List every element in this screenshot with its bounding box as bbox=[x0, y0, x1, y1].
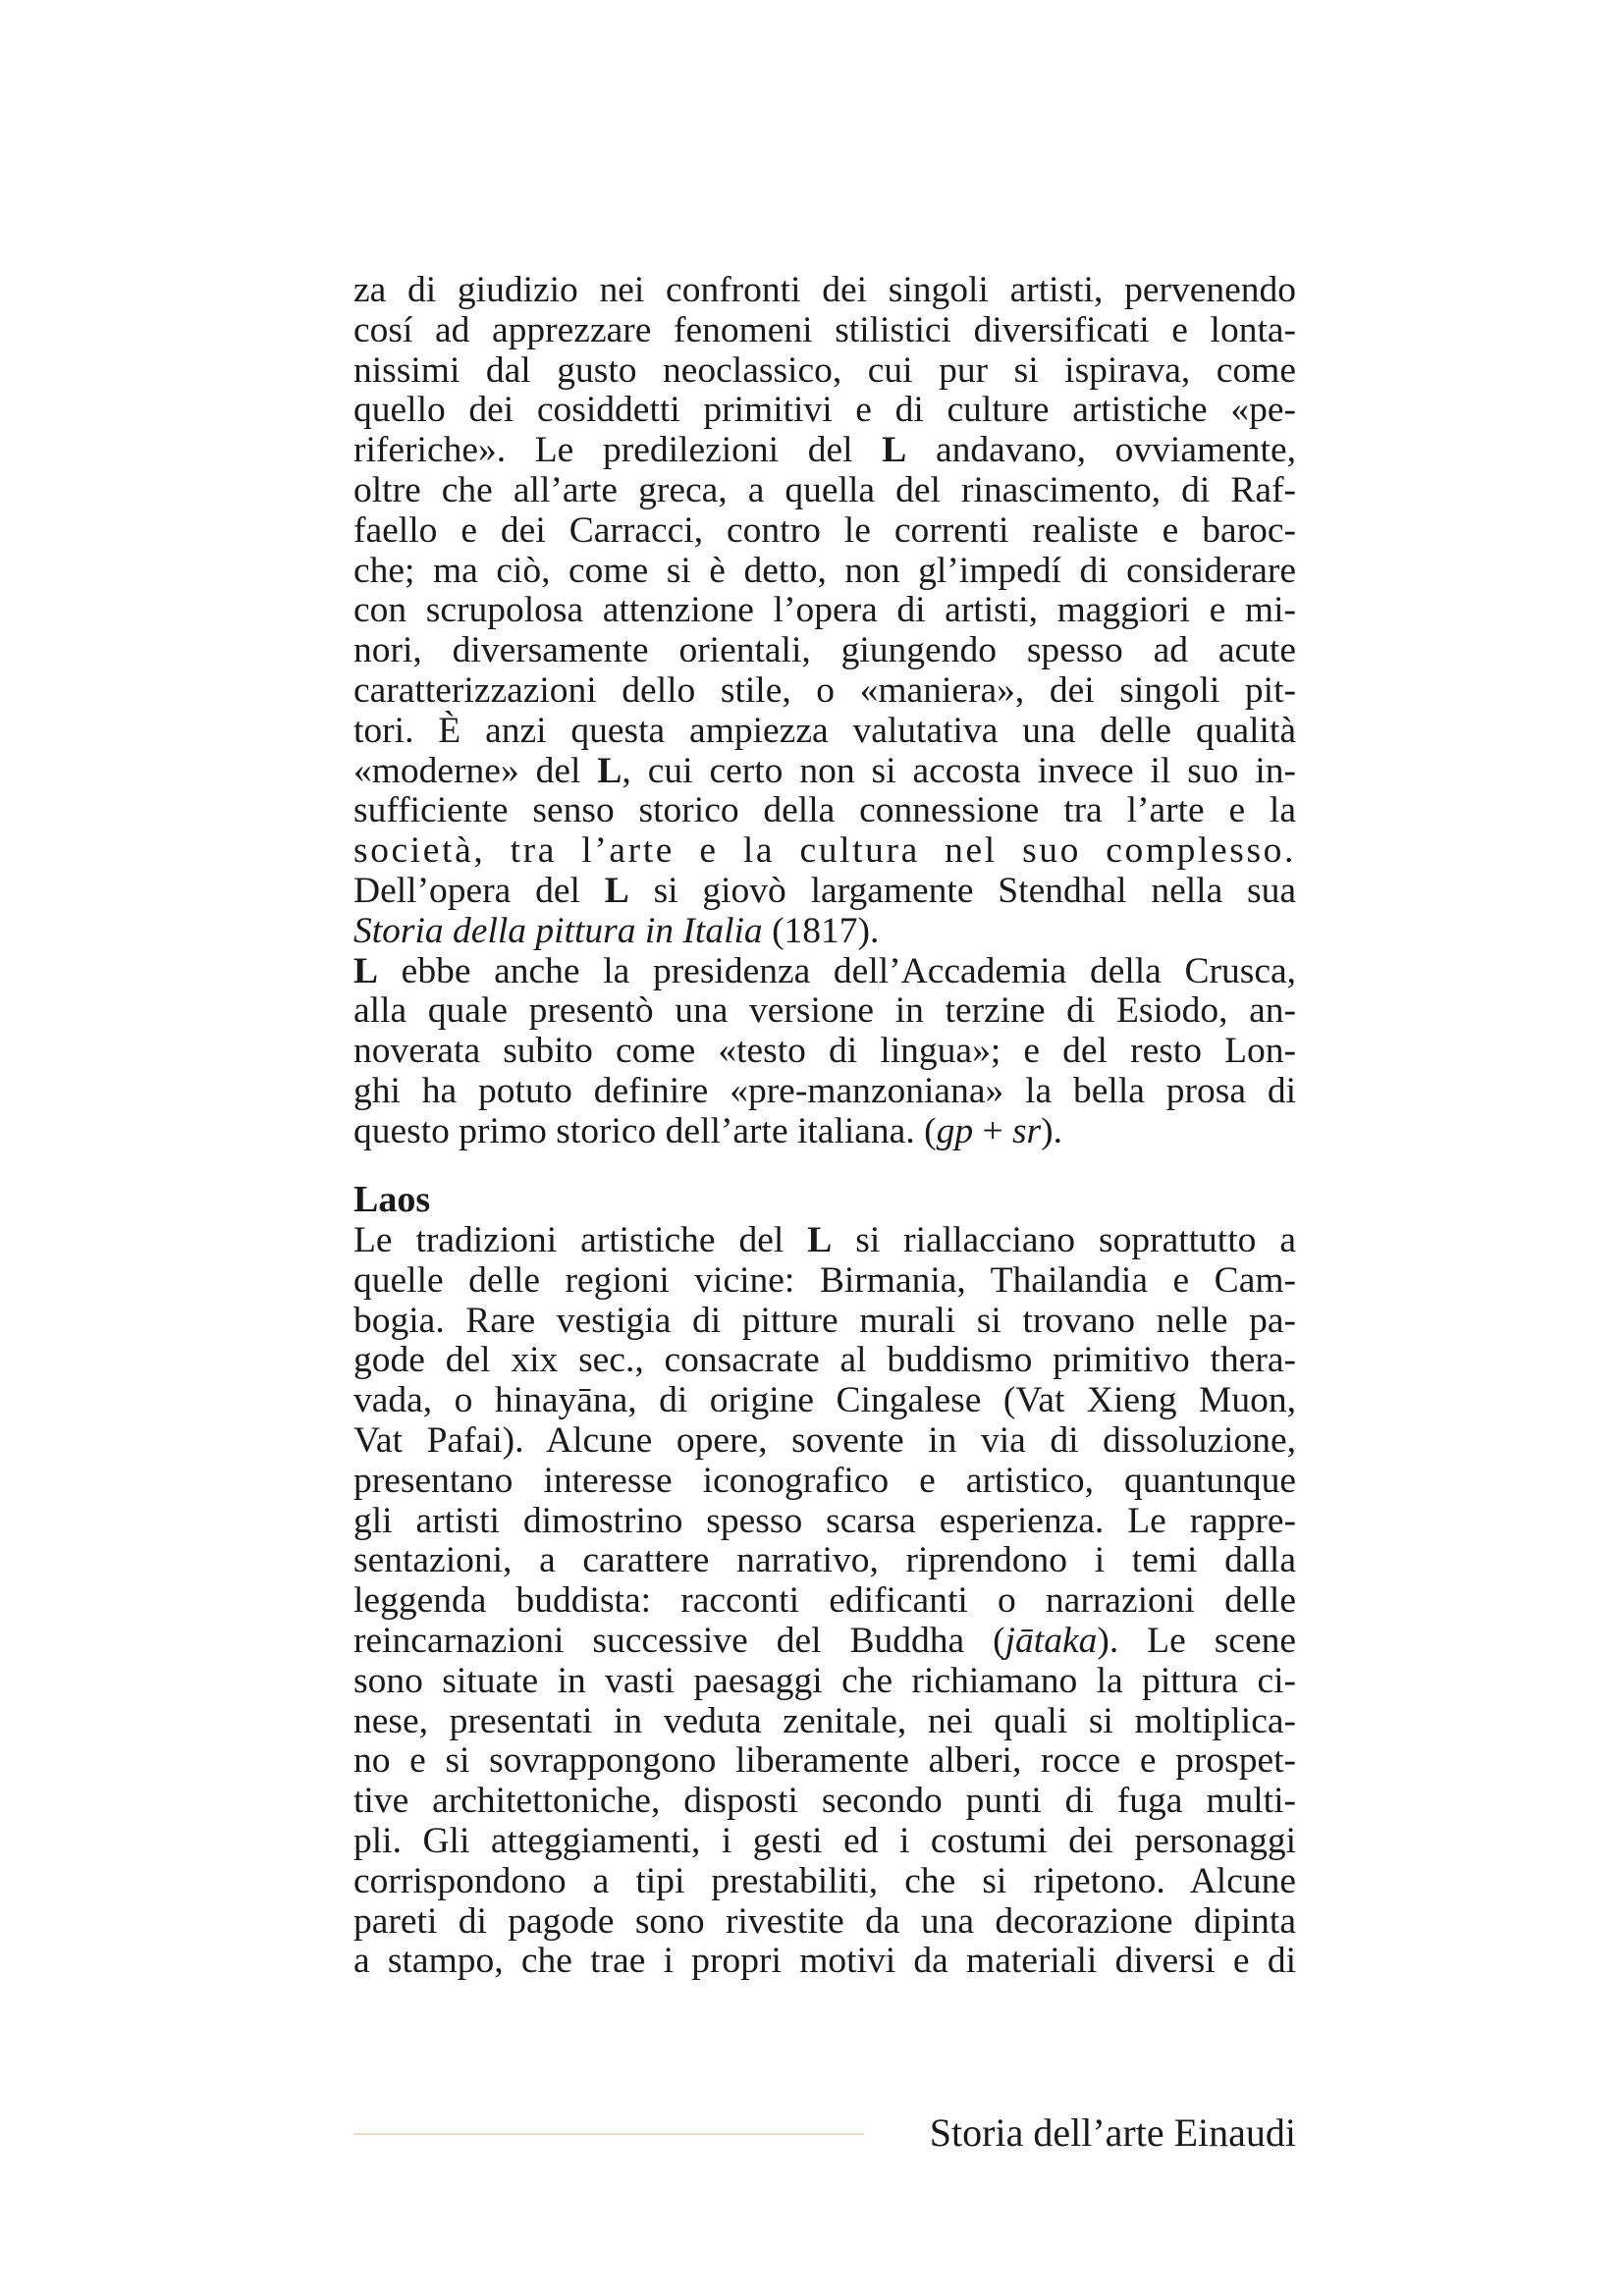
text-run: caratterizzazioni dello stile, o «maniera», dei singoli pit- bbox=[353, 669, 1296, 711]
footer-rule bbox=[353, 2133, 864, 2135]
text-line bbox=[353, 1862, 1296, 1902]
text-run: Le tradizioni artistiche del bbox=[353, 1220, 808, 1260]
text-run: si riallacciano soprattutto a bbox=[832, 1220, 1296, 1260]
text-run: pareti di pagode sono rivestite da una decorazione dipinta bbox=[353, 1900, 1296, 1942]
text-line bbox=[353, 952, 1296, 992]
text-line bbox=[353, 831, 1296, 872]
text-run: reincarnazioni successive del Buddha ( bbox=[353, 1620, 1005, 1661]
bold-abbreviation: L bbox=[597, 750, 622, 791]
text-line bbox=[353, 1112, 1296, 1152]
text-run: tive architettoniche, disposti secondo punti di fuga multi- bbox=[353, 1781, 1296, 1822]
text-line bbox=[353, 351, 1296, 392]
text-line bbox=[353, 1421, 1296, 1462]
text-run: si giovò largamente Stendhal nella sua bbox=[628, 870, 1297, 911]
text-line bbox=[353, 712, 1296, 752]
text-run: vada, o hinayāna, di origine Cingalese (Vat Xieng Muon, bbox=[353, 1380, 1296, 1421]
text-line bbox=[353, 271, 1296, 311]
text-line bbox=[353, 552, 1296, 592]
body-text-laos bbox=[353, 1221, 1296, 1982]
bold-abbreviation: L bbox=[604, 870, 629, 911]
bold-abbreviation: L bbox=[807, 1220, 833, 1260]
text-line bbox=[353, 1072, 1296, 1112]
text-line bbox=[353, 311, 1296, 351]
text-run: + bbox=[973, 1110, 1012, 1151]
italic-text: jātaka bbox=[1004, 1620, 1098, 1661]
text-run: sono situate in vasti paesaggi che richiamano la pittura ci- bbox=[353, 1660, 1296, 1701]
text-line bbox=[353, 791, 1296, 831]
text-run: ghi ha potuto definire «pre-manzoniana» la bella prosa di bbox=[353, 1070, 1296, 1111]
text-run: sufficiente senso storico della connessione tra l’arte e la bbox=[353, 790, 1296, 831]
text-run: tori. È anzi questa ampiezza valutativa una delle qualità bbox=[353, 710, 1296, 751]
text-line bbox=[353, 1702, 1296, 1742]
text-line bbox=[353, 1261, 1296, 1302]
text-run: Vat Pafai). Alcune opere, sovente in via di dissoluzione, bbox=[353, 1419, 1296, 1461]
text-line bbox=[353, 912, 1296, 952]
text-run: gode del xix sec., consacrate al buddismo primitivo thera- bbox=[353, 1340, 1296, 1381]
text-run: andavano, ovviamente, bbox=[906, 430, 1296, 471]
footer-publication-title: Storia dell’arte Einaudi bbox=[929, 2110, 1296, 2155]
text-line bbox=[353, 391, 1296, 431]
text-run: za di giudizio nei confronti dei singoli artisti, pervenendo bbox=[353, 270, 1296, 310]
italic-text: Storia della pittura in Italia bbox=[353, 910, 763, 951]
italic-text: sr bbox=[1011, 1110, 1042, 1151]
text-line bbox=[353, 1032, 1296, 1072]
text-run: gli artisti dimostrino spesso scarsa esperienza. Le rappre- bbox=[353, 1500, 1296, 1541]
text-line bbox=[353, 1381, 1296, 1421]
text-line bbox=[353, 671, 1296, 712]
italic-text: gp bbox=[936, 1110, 974, 1151]
text-line bbox=[353, 1662, 1296, 1702]
text-run: noverata subito come «testo di lingua»; e del resto Lon- bbox=[353, 1031, 1296, 1072]
text-run: faello e dei Carracci, contro le correnti realiste e baroc- bbox=[353, 509, 1296, 551]
text-run: sentazioni, a carattere narrativo, riprendono i temi dalla bbox=[353, 1540, 1296, 1581]
text-run: ebbe anche la presidenza dell’Accademia della Crusca, bbox=[378, 950, 1296, 991]
text-run: bogia. Rare vestigia di pitture murali si trovano nelle pa- bbox=[353, 1300, 1296, 1341]
text-line bbox=[353, 1942, 1296, 1982]
bold-abbreviation: L bbox=[353, 950, 379, 991]
text-run: ). bbox=[1041, 1110, 1063, 1151]
text-line bbox=[353, 1221, 1296, 1261]
text-line bbox=[353, 1581, 1296, 1622]
text-run: corrispondono a tipi prestabiliti, che si ripetono. Alcune bbox=[353, 1860, 1296, 1901]
text-line bbox=[353, 511, 1296, 552]
text-line bbox=[353, 1341, 1296, 1381]
text-run: che; ma ciò, come si è detto, non gl’impedí di considerare bbox=[353, 550, 1296, 591]
text-run: quello dei cosiddetti primitivi e di culture artistiche «pe- bbox=[353, 390, 1296, 431]
body-text-continued bbox=[353, 271, 1296, 1152]
text-line bbox=[353, 1741, 1296, 1782]
text-run: con scrupolosa attenzione l’opera di artisti, maggiori e mi- bbox=[353, 590, 1296, 631]
text-run: Dell’opera del bbox=[353, 870, 605, 911]
text-line bbox=[353, 631, 1296, 671]
text-line bbox=[353, 591, 1296, 631]
text-line bbox=[353, 1302, 1296, 1342]
text-line bbox=[353, 1622, 1296, 1662]
text-line bbox=[353, 1902, 1296, 1943]
text-line bbox=[353, 872, 1296, 912]
text-run: , cui certo non si accosta invece il suo in- bbox=[622, 750, 1296, 791]
text-run: a stampo, che trae i propri motivi da materiali diversi e di bbox=[353, 1941, 1296, 1982]
text-line bbox=[353, 1782, 1296, 1822]
text-line bbox=[353, 1502, 1296, 1542]
bold-abbreviation: L bbox=[882, 430, 907, 471]
text-run: «moderne» del bbox=[353, 750, 598, 791]
text-run: leggenda buddista: racconti edificanti o narrazioni delle bbox=[353, 1580, 1296, 1622]
text-run: presentano interesse iconografico e artistico, quantunque bbox=[353, 1460, 1296, 1501]
text-run: ). Le scene bbox=[1097, 1620, 1296, 1661]
text-line bbox=[353, 431, 1296, 471]
text-run: alla quale presentò una versione in terzine di Esiodo, an- bbox=[353, 990, 1296, 1032]
entry-heading-laos: Laos bbox=[353, 1179, 431, 1220]
text-line bbox=[353, 1541, 1296, 1581]
text-line bbox=[353, 1462, 1296, 1502]
text-run: (1817). bbox=[762, 910, 880, 951]
text-run: quelle delle regioni vicine: Birmania, Thailandia e Cam- bbox=[353, 1259, 1296, 1301]
text-run: riferiche». Le predilezioni del bbox=[353, 430, 883, 471]
text-line bbox=[353, 752, 1296, 792]
text-run: nissimi dal gusto neoclassico, cui pur si ispirava, come bbox=[353, 349, 1296, 391]
text-run: no e si sovrappongono liberamente alberi, rocce e prospet- bbox=[353, 1740, 1296, 1782]
text-line bbox=[353, 991, 1296, 1032]
text-run: società, tra l’arte e la cultura nel suo complesso. bbox=[353, 830, 1296, 872]
text-run: cosí ad apprezzare fenomeni stilistici diversificati e lonta- bbox=[353, 309, 1296, 350]
text-line bbox=[353, 1822, 1296, 1862]
text-run: oltre che all’arte greca, a quella del rinascimento, di Raf- bbox=[353, 469, 1296, 510]
text-run: questo primo storico dell’arte italiana. ( bbox=[353, 1110, 937, 1151]
text-run: nese, presentati in veduta zenitale, nei quali si moltiplica- bbox=[353, 1700, 1296, 1741]
text-run: pli. Gli atteggiamenti, i gesti ed i costumi dei personaggi bbox=[353, 1820, 1296, 1861]
text-run: nori, diversamente orientali, giungendo spesso ad acute bbox=[353, 630, 1296, 671]
text-line bbox=[353, 471, 1296, 511]
